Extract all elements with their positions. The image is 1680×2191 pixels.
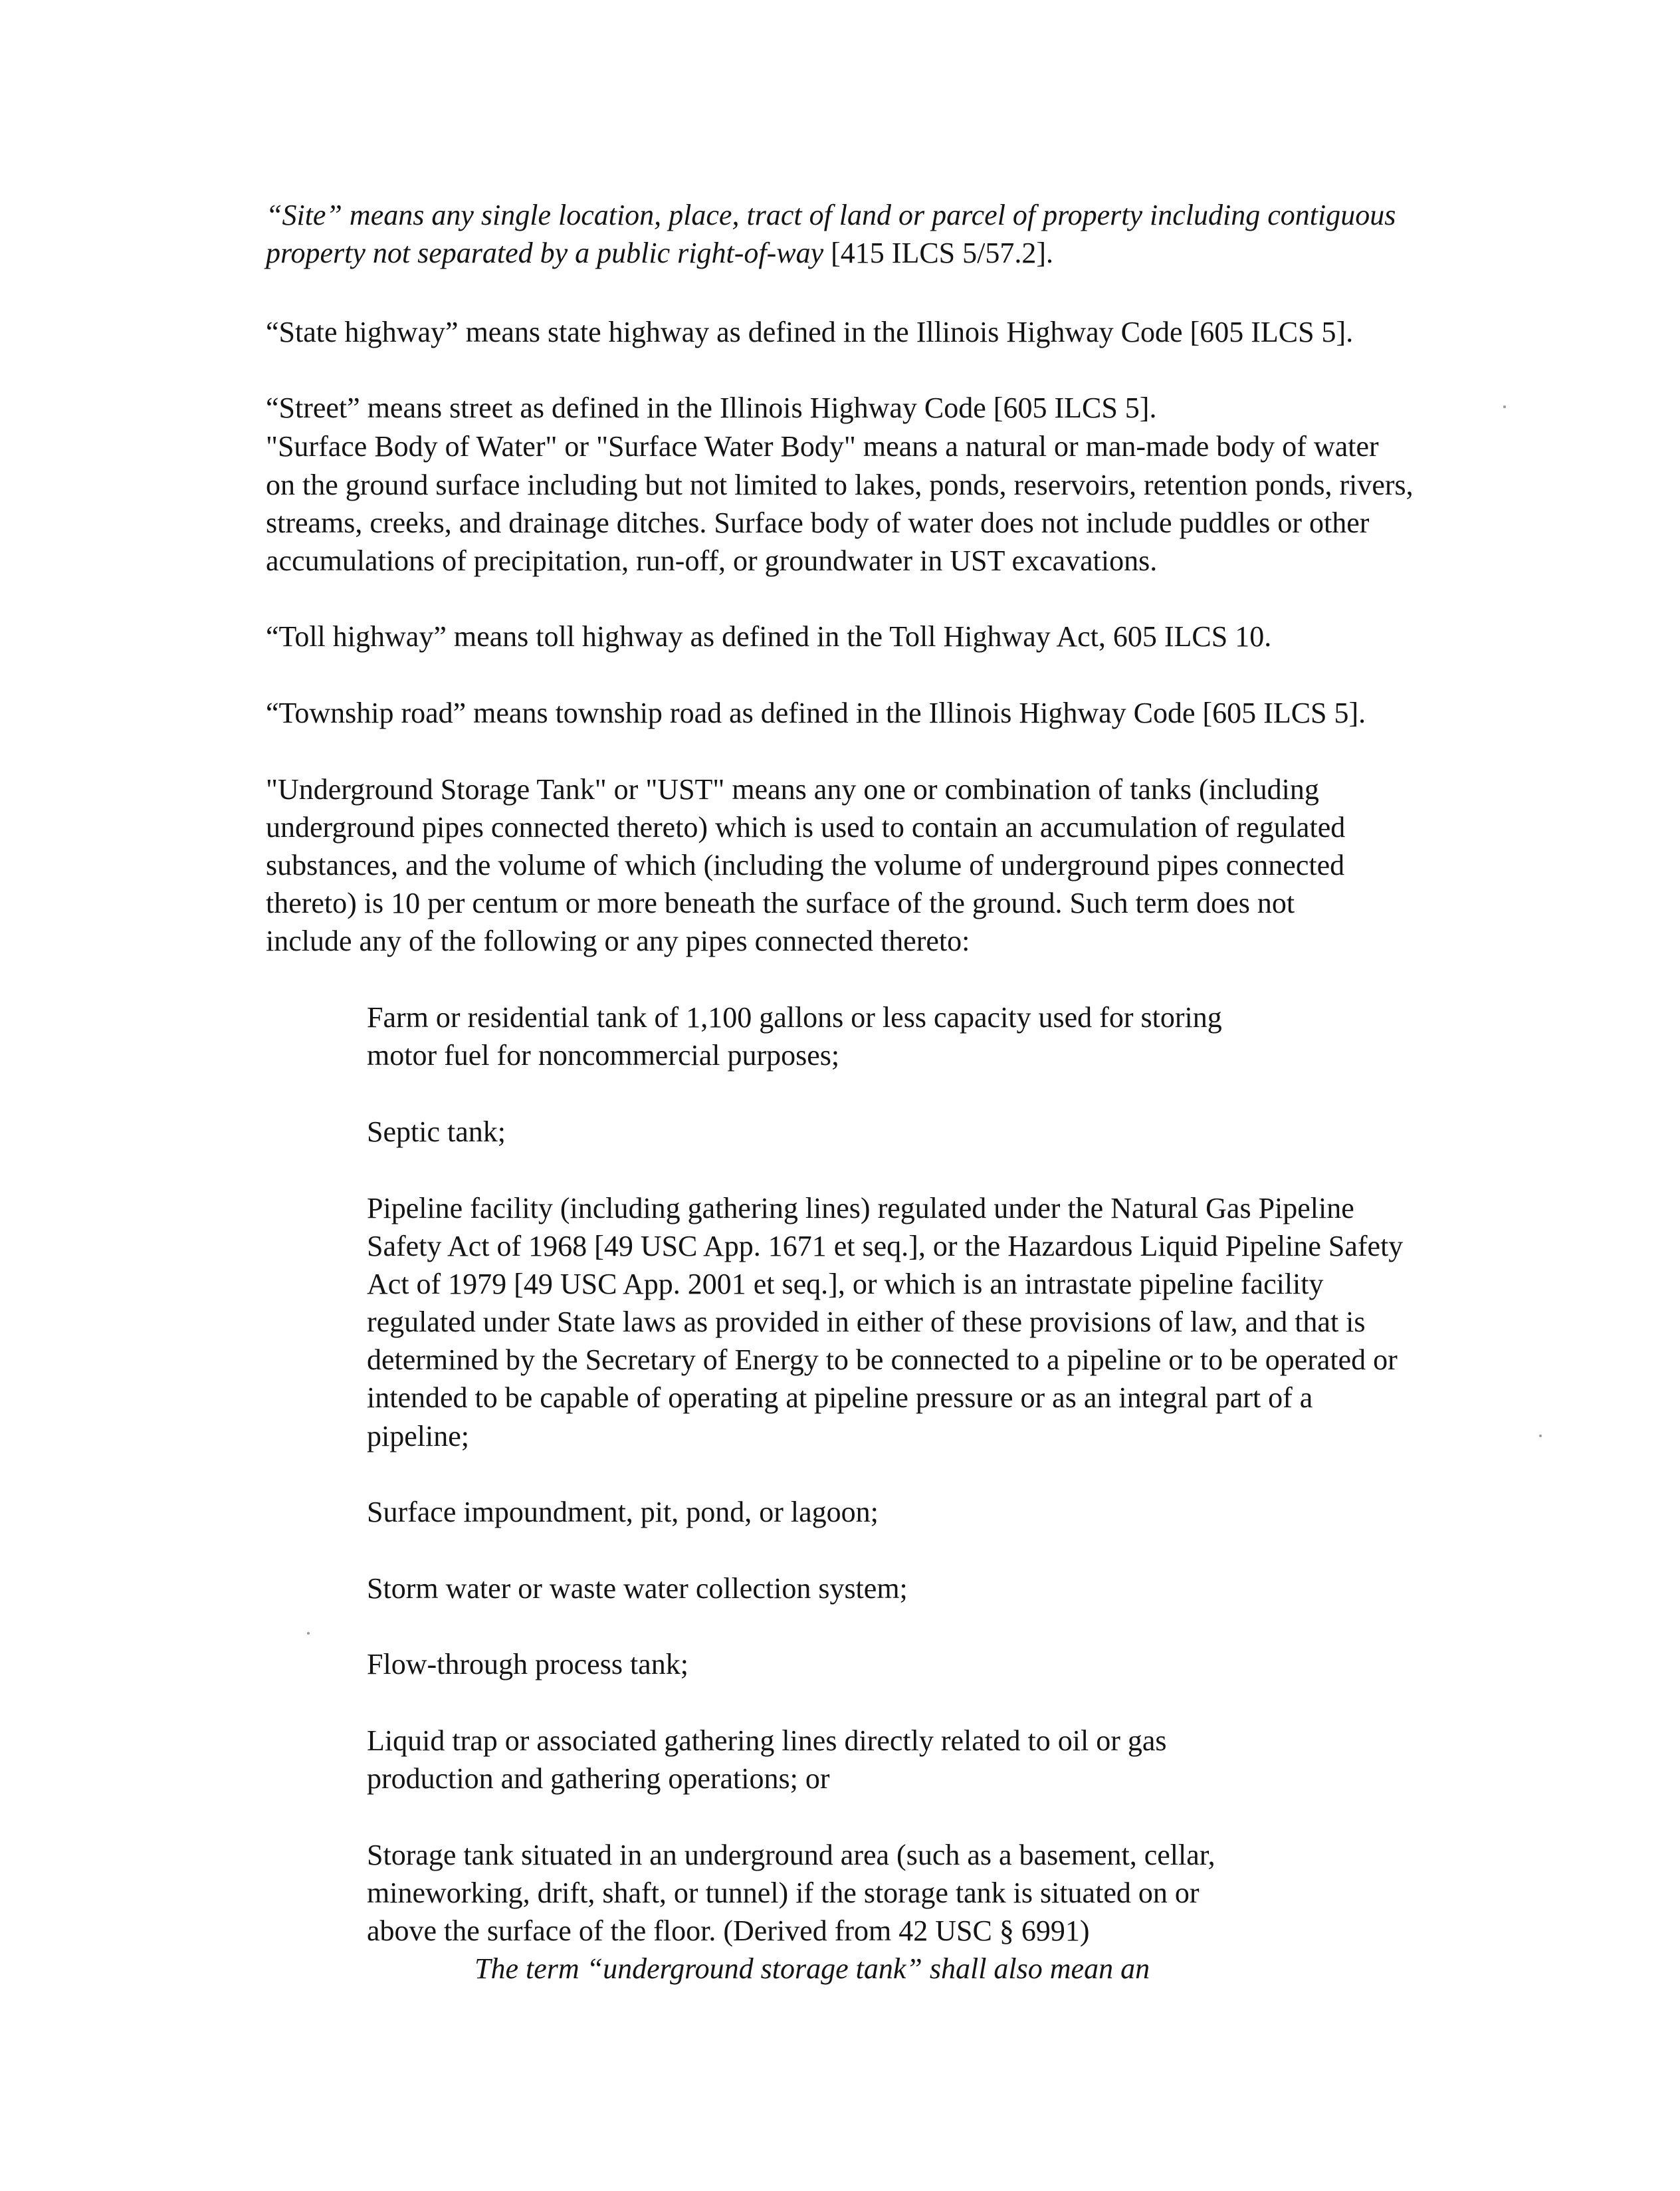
exclusion-pipeline-line-1: Pipeline facility (including gathering lines) regulated under the Natural Gas Pipeline: [367, 1192, 1354, 1224]
ust-definition-line-2: underground pipes connected thereto) which is used to contain an accumulation of regulated: [266, 811, 1346, 844]
exclusion-flow-through: Flow-through process tank;: [367, 1648, 688, 1680]
scan-speck: [1503, 405, 1506, 408]
exclusion-storage-tank-line-1: Storage tank situated in an underground area (such as a basement, cellar,: [367, 1839, 1215, 1871]
exclusion-septic: Septic tank;: [367, 1115, 506, 1148]
exclusion-pipeline-line-7: pipeline;: [367, 1420, 469, 1452]
surface-water-line-3: streams, creeks, and drainage ditches. Surface body of water does not include puddles or other: [266, 507, 1370, 539]
scan-speck: [1539, 1435, 1542, 1437]
site-definition-italic: property not separated by a public right-of-way: [266, 237, 824, 269]
street-definition: “Street” means street as defined in the Illinois Highway Code [605 ILCS 5].: [266, 392, 1157, 424]
exclusion-liquid-trap-line-2: production and gathering operations; or: [367, 1762, 830, 1795]
site-definition-citation: [415 ILCS 5/57.2].: [823, 237, 1054, 269]
site-definition-line-1: “Site” means any single location, place, tract of land or parcel of property including contiguous: [266, 199, 1396, 231]
scan-speck: [307, 1632, 310, 1635]
exclusion-pipeline-line-2: Safety Act of 1968 [49 USC App. 1671 et seq.], or the Hazardous Liquid Pipeline Safety: [367, 1230, 1404, 1262]
exclusion-storm-water: Storm water or waste water collection system;: [367, 1572, 908, 1605]
exclusion-liquid-trap-line-1: Liquid trap or associated gathering lines directly related to oil or gas: [367, 1724, 1167, 1757]
site-definition-line-2: [266, 235, 1053, 272]
ust-definition-line-1: "Underground Storage Tank" or "UST" means any one or combination of tanks (including: [266, 773, 1319, 806]
exclusion-storage-tank-line-2: mineworking, drift, shaft, or tunnel) if the storage tank is situated on or: [367, 1877, 1200, 1909]
exclusion-storage-tank-line-3: above the surface of the floor. (Derived from 42 USC § 6991): [367, 1914, 1090, 1947]
exclusion-farm-line-1: Farm or residential tank of 1,100 gallons or less capacity used for storing: [367, 1001, 1222, 1034]
ust-definition-line-4: thereto) is 10 per centum or more beneath the surface of the ground. Such term does not: [266, 887, 1295, 919]
township-road-definition: “Township road” means township road as defined in the Illinois Highway Code [605 ILCS 5].: [266, 697, 1366, 729]
surface-water-line-4: accumulations of precipitation, run-off, or groundwater in UST excavations.: [266, 544, 1158, 577]
exclusion-pipeline-line-5: determined by the Secretary of Energy to be connected to a pipeline or to be operated or: [367, 1343, 1398, 1376]
closing-italic-line: The term “underground storage tank” shall also mean an: [474, 1952, 1150, 1985]
ust-definition-line-5: include any of the following or any pipes connected thereto:: [266, 925, 970, 957]
exclusion-pipeline-line-4: regulated under State laws as provided in either of these provisions of law, and that is: [367, 1306, 1366, 1338]
ust-definition-line-3: substances, and the volume of which (including the volume of underground pipes connected: [266, 849, 1345, 881]
state-highway-definition: “State highway” means state highway as defined in the Illinois Highway Code [605 ILCS 5].: [266, 316, 1354, 348]
exclusion-farm-line-2: motor fuel for noncommercial purposes;: [367, 1039, 840, 1072]
exclusion-pipeline-line-6: intended to be capable of operating at pipeline pressure or as an integral part of a: [367, 1381, 1313, 1414]
exclusion-pipeline-line-3: Act of 1979 [49 USC App. 2001 et seq.], or which is an intrastate pipeline facility: [367, 1268, 1324, 1300]
exclusion-surface-impoundment: Surface impoundment, pit, pond, or lagoon;: [367, 1496, 879, 1528]
surface-water-line-1: "Surface Body of Water" or "Surface Water Body" means a natural or man-made body of water: [266, 430, 1379, 463]
surface-water-line-2: on the ground surface including but not limited to lakes, ponds, reservoirs, retention ponds, rivers,: [266, 469, 1414, 501]
toll-highway-definition: “Toll highway” means toll highway as defined in the Toll Highway Act, 605 ILCS 10.: [266, 620, 1272, 653]
